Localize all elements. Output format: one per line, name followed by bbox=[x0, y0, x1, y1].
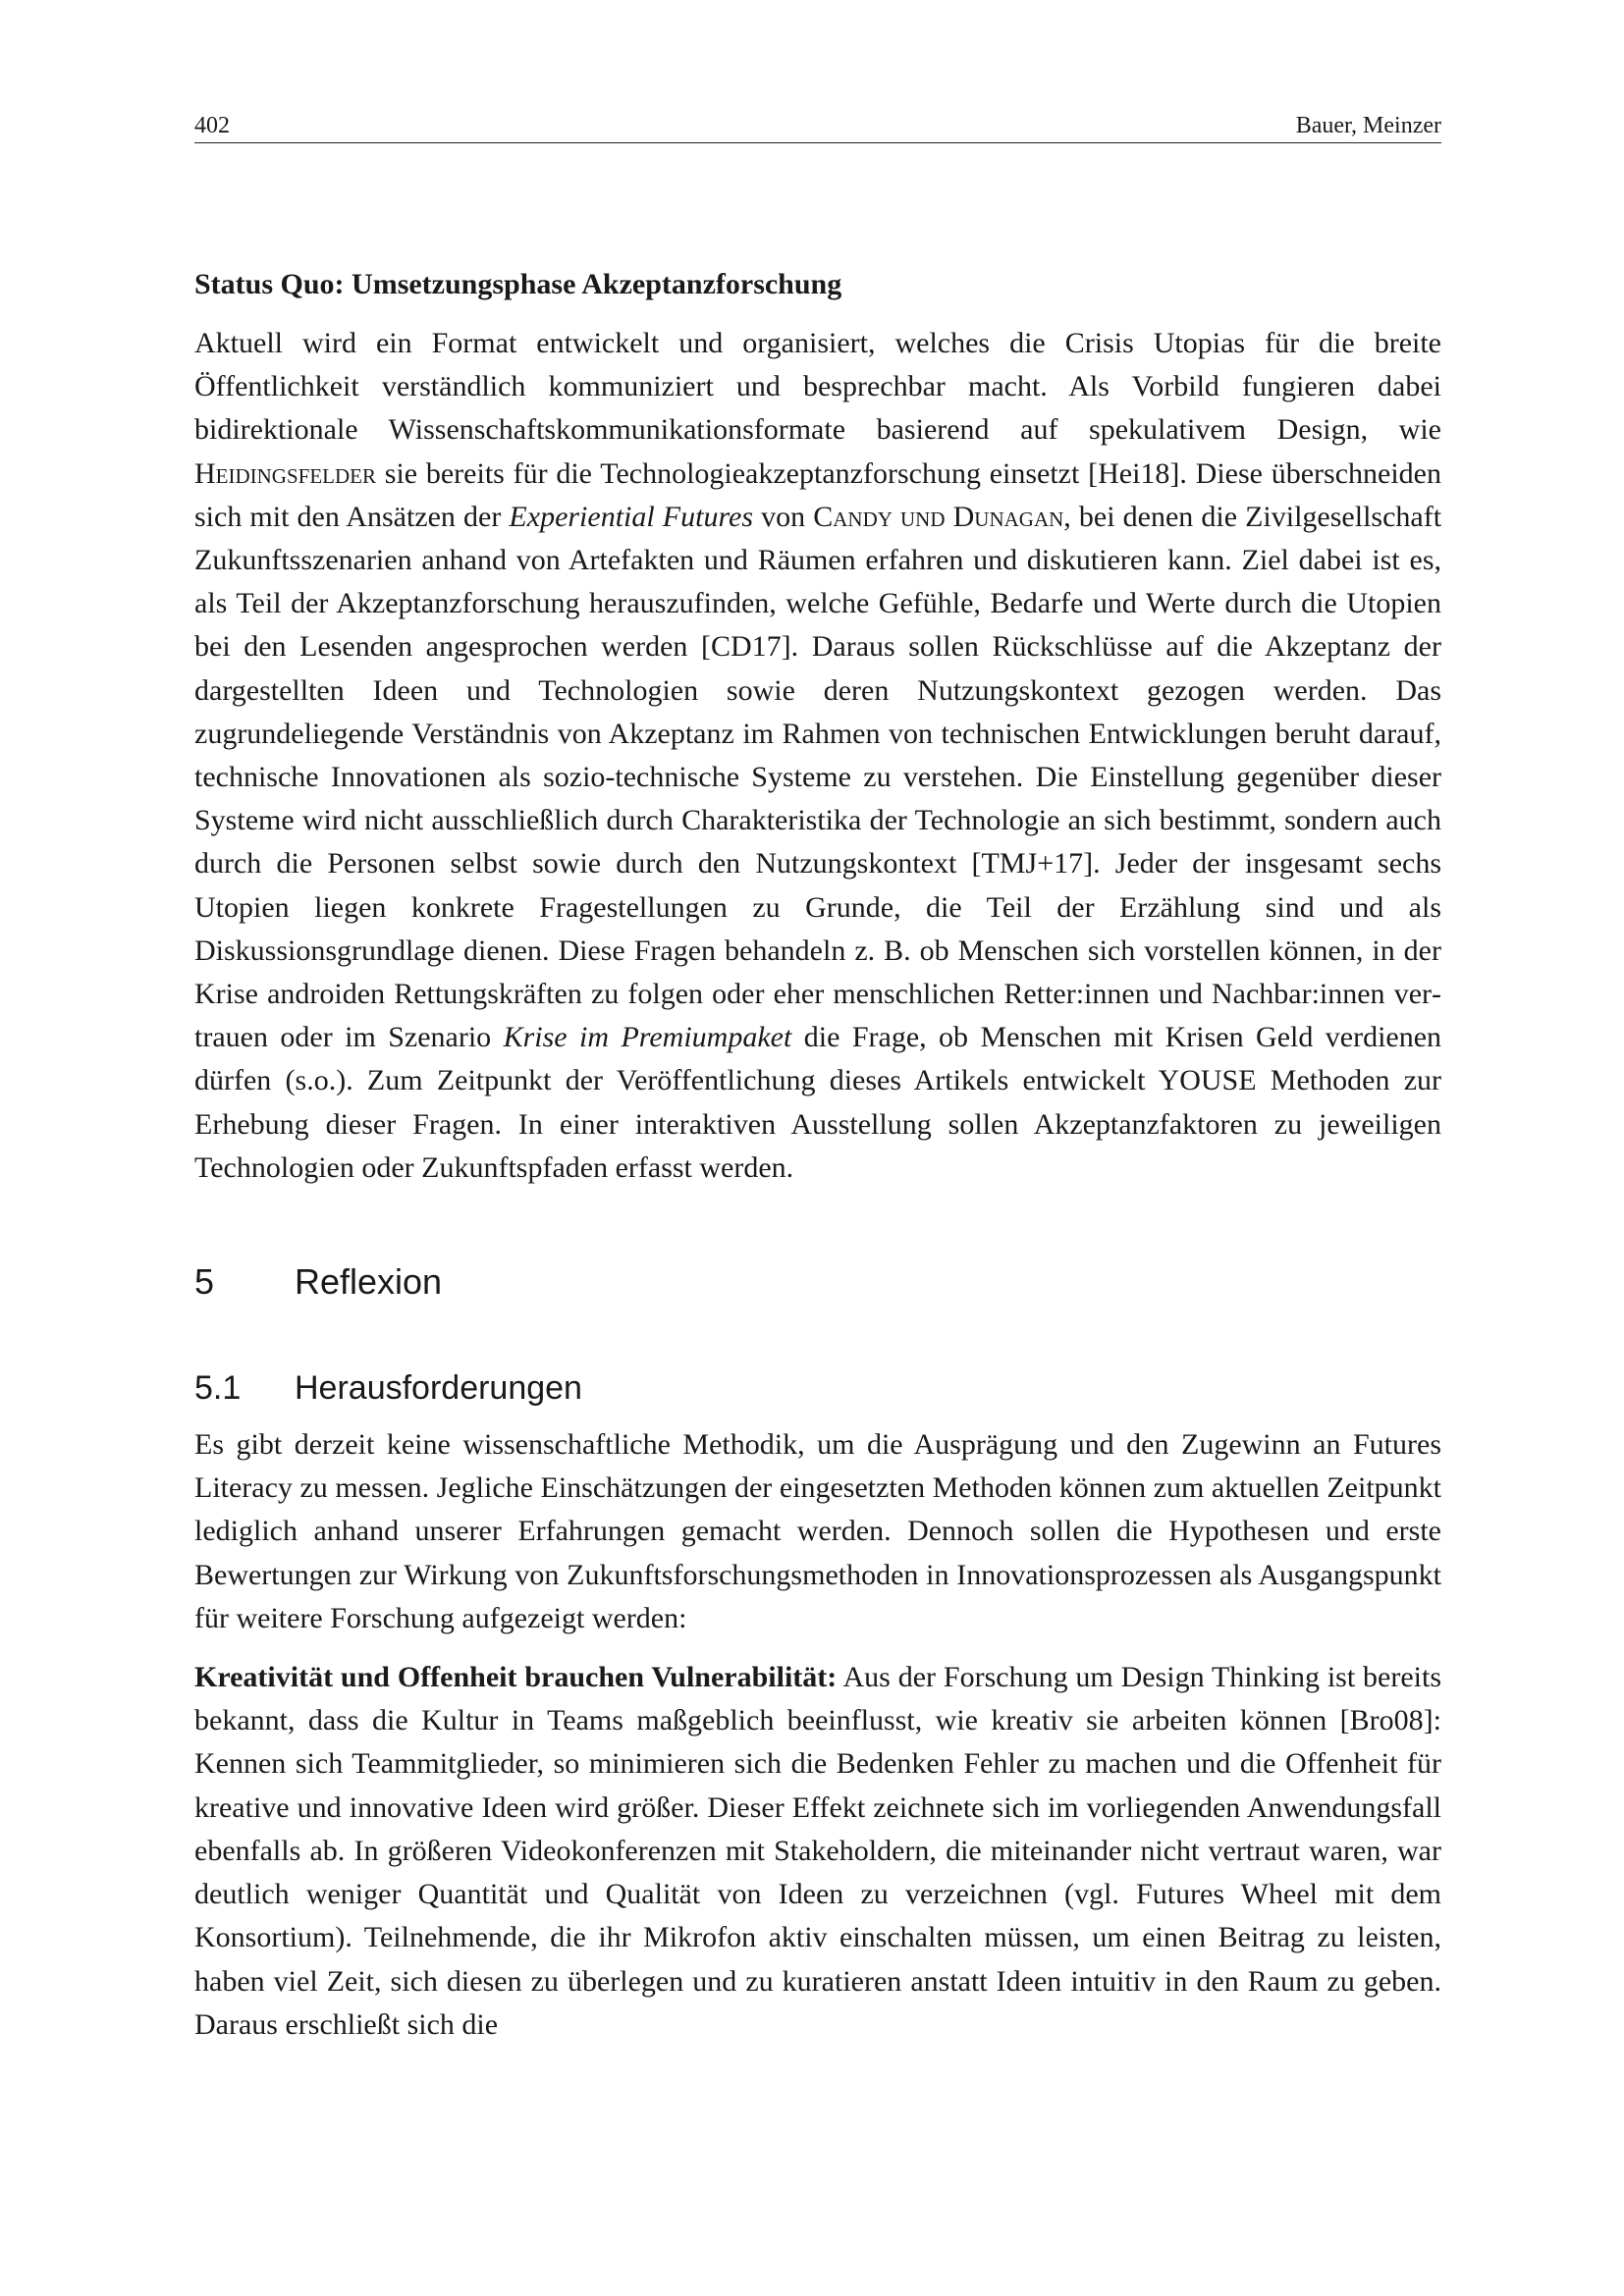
section-heading bbox=[194, 1366, 1441, 1410]
status-quo-heading: Status Quo: Umsetzungsphase Akzeptanzforschung bbox=[194, 268, 842, 300]
creativity-text: Aus der Forschung um Design Thinking ist bereits bekannt, dass die Kultur in Teams maßgeblich beeinflusst, wie kreativ sie arbeiten können [Bro08]: Kennen sich Teammitglieder, so minimieren sich die Bedenken Fehler zu machen und die Offenheit für kreative und innovative Ideen wird größer. Dieser Effekt zeichnete sich im vorliegenden Anwendungsfall ebenfalls ab. In größeren Videokonferenzen mit Stakeholdern, die miteinander nicht vertraut waren, war deutlich weniger Quantität und Qualität von Ideen zu verzeichnen (vgl. Futures Wheel mit dem Konsortium). Teilnehmende, die ihr Mikrofon aktiv einschalten müssen, um einen Beitrag zu leisten, haben viel Zeit, sich diesen zu überlegen und zu kuratieren anstatt Ideen intuitiv in den Raum zu geben. Daraus erschließt sich die bbox=[194, 1661, 1441, 2041]
chapter-number: 5 bbox=[194, 1261, 215, 1303]
status-quo-text-2: sie bereits für die Technologieakzeptanzforschung einsetzt [Hei18]. Diese überschneiden sich mit den Ansätzen der bbox=[194, 456, 1441, 533]
chapter-heading bbox=[194, 1260, 1441, 1304]
status-quo-text-5: die Frage, ob Menschen mit Krisen Geld verdienen dürfen (s.o.). Zum Zeitpunkt der Veröffentlichung dieses Artikels entwickelt YOUSE Methoden zur Erhebung dieser Fragen. In einer interaktiven Ausstellung sollen Akzeptanzfaktoren zu jeweiligen Technologien oder Zukunftspfaden erfasst werden. bbox=[194, 1021, 1442, 1184]
creativity-paragraph bbox=[194, 1656, 1441, 2047]
running-header bbox=[194, 112, 1441, 143]
author-heidingsfelder: Heidingsfelder bbox=[194, 456, 376, 490]
status-quo-paragraph bbox=[194, 322, 1441, 1190]
section-title: Herausforderungen bbox=[295, 1369, 582, 1408]
status-quo-text-3: von bbox=[761, 500, 806, 533]
term-krise-im-premiumpaket: Krise im Premiumpaket bbox=[503, 1021, 792, 1054]
term-experiential-futures: Experiential Futures bbox=[509, 500, 754, 533]
page-body bbox=[194, 263, 1441, 2047]
author-candy-dunagan: Candy und Dunagan bbox=[813, 500, 1064, 533]
section-number: 5.1 bbox=[194, 1369, 242, 1408]
page-number: 402 bbox=[194, 113, 230, 138]
status-quo-text-1: Aktuell wird ein Format entwickelt und organisiert, welches die Crisis Utopias für die breite Öffentlichkeit verständlich kommuniziert und besprechbar macht. Als Vorbild fungieren dabei bidirektionale Wissenschaftskommunikationsformate basierend auf spekulativem Design, wie bbox=[194, 327, 1441, 447]
chapter-title: Reflexion bbox=[295, 1261, 443, 1303]
challenges-intro-paragraph: Es gibt derzeit keine wissenschaftliche Methodik, um die Ausprägung und den Zugewinn an Futures Literacy zu messen. Jegliche Einschätzungen der eingesetzten Methoden können zum aktuellen Zeitpunkt lediglich anhand unserer Erfahrungen gemacht werden. Dennoch sollen die Hypothesen und erste Bewertungen zur Wirkung von Zukunftsforschungsmethoden in Innovationsprozessen als Ausgangspunkt für weitere Forschung aufgezeigt werden: bbox=[194, 1428, 1441, 1634]
status-quo-text-4: , bei denen die Zivilgesellschaft Zukunftsszenarien anhand von Artefakten und Räumen erfahren und diskutieren kann. Ziel dabei ist es, als Teil der Akzeptanzforschung herauszufinden, welche Gefühle, Bedarfe und Werte durch die Utopien bei den Lesenden angesprochen werden [CD17]. Daraus sollen Rückschlüsse auf die Akzeptanz der dargestellten Ideen und Technologien sowie deren Nutzungskontext gezogen werden. Das zugrundeliegende Verständnis von Akzeptanz im Rahmen von technischen Entwicklungen beruht darauf, technische Innovationen als sozio-technische Systeme zu verstehen. Die Einstellung gegenüber dieser Systeme wird nicht ausschließlich durch Charakteristika der Technologie an sich bestimmt, sondern auch durch die Personen selbst sowie durch den Nutzungskontext [TMJ+17]. Jeder der insgesamt sechs Utopien liegen konkrete Fragestellungen zu Grunde, die Teil der Erzählung sind und als Diskussionsgrundlage dienen. Diese Fragen behandeln z. B. ob Menschen sich vorstellen können, in der Krise androiden Rettungskräften zu folgen oder eher menschlichen Retter:innen und Nachbar:innen vertrauen oder im Szenario bbox=[194, 500, 1442, 1054]
running-head-authors: Bauer, Meinzer bbox=[1295, 113, 1441, 138]
creativity-label: Kreativität und Offenheit brauchen Vulnerabilität: bbox=[194, 1661, 838, 1694]
